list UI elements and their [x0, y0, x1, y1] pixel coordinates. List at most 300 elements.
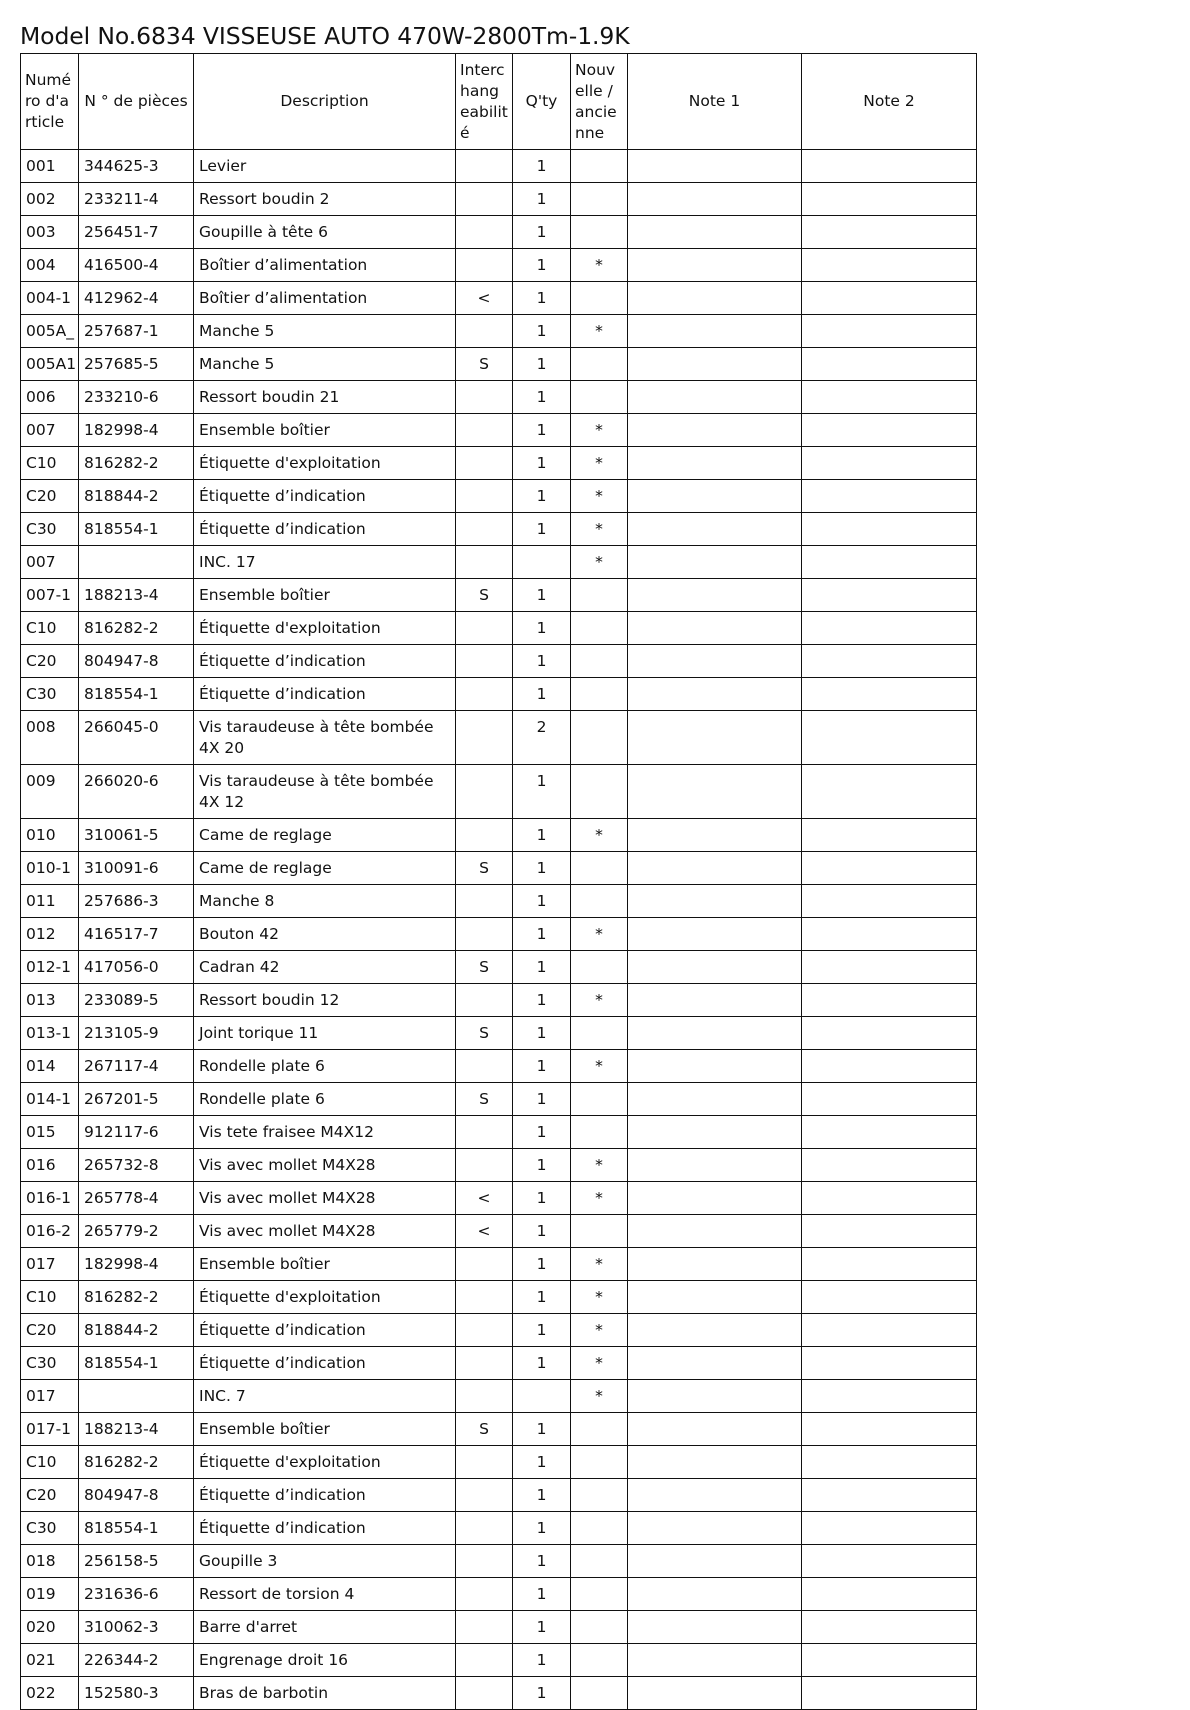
table-row	[21, 885, 977, 918]
interchangeability-cell	[456, 984, 513, 1017]
new-old-cell	[571, 282, 628, 315]
new-old-cell	[571, 1479, 628, 1512]
quantity-cell: 1	[513, 1512, 571, 1545]
note2-cell	[802, 546, 977, 579]
item-number-cell: C30	[21, 678, 79, 711]
table-row	[21, 381, 977, 414]
item-number-cell: 004-1	[21, 282, 79, 315]
new-old-cell	[571, 765, 628, 819]
col-header-description: Description	[194, 54, 456, 150]
interchangeability-cell: S	[456, 951, 513, 984]
item-number-cell: 017	[21, 1380, 79, 1413]
description-cell: Ensemble boîtier	[194, 1413, 456, 1446]
new-old-cell	[571, 1545, 628, 1578]
note2-cell	[802, 1380, 977, 1413]
note1-cell	[628, 1314, 802, 1347]
new-old-cell: *	[571, 513, 628, 546]
new-old-cell	[571, 645, 628, 678]
interchangeability-cell	[456, 1479, 513, 1512]
description-cell: Barre d'arret	[194, 1611, 456, 1644]
table-row	[21, 1149, 977, 1182]
part-number-cell: 182998-4	[79, 414, 194, 447]
part-number-cell: 231636-6	[79, 1578, 194, 1611]
new-old-cell: *	[571, 1248, 628, 1281]
item-number-cell: 007-1	[21, 579, 79, 612]
item-number-cell: 010-1	[21, 852, 79, 885]
note1-cell	[628, 1545, 802, 1578]
description-cell: Étiquette d'exploitation	[194, 447, 456, 480]
note1-cell	[628, 765, 802, 819]
new-old-cell: *	[571, 315, 628, 348]
interchangeability-cell	[456, 1677, 513, 1710]
note1-cell	[628, 612, 802, 645]
item-number-cell: 011	[21, 885, 79, 918]
interchangeability-cell	[456, 1446, 513, 1479]
table-row	[21, 1677, 977, 1710]
interchangeability-cell	[456, 1545, 513, 1578]
description-cell: Bouton 42	[194, 918, 456, 951]
part-number-cell: 182998-4	[79, 1248, 194, 1281]
note2-cell	[802, 1347, 977, 1380]
note2-cell	[802, 765, 977, 819]
quantity-cell: 1	[513, 1545, 571, 1578]
item-number-cell: C20	[21, 645, 79, 678]
new-old-cell: *	[571, 1314, 628, 1347]
part-number-cell: 265778-4	[79, 1182, 194, 1215]
note1-cell	[628, 249, 802, 282]
note1-cell	[628, 579, 802, 612]
part-number-cell: 265732-8	[79, 1149, 194, 1182]
part-number-cell: 152580-3	[79, 1677, 194, 1710]
note1-cell	[628, 645, 802, 678]
part-number-cell: 344625-3	[79, 150, 194, 183]
note1-cell	[628, 480, 802, 513]
note2-cell	[802, 1611, 977, 1644]
quantity-cell: 1	[513, 1182, 571, 1215]
note2-cell	[802, 1413, 977, 1446]
note2-cell	[802, 612, 977, 645]
part-number-cell: 310061-5	[79, 819, 194, 852]
part-number-cell: 257685-5	[79, 348, 194, 381]
description-cell: Rondelle plate 6	[194, 1050, 456, 1083]
note2-cell	[802, 819, 977, 852]
quantity-cell: 1	[513, 1479, 571, 1512]
item-number-cell: 014	[21, 1050, 79, 1083]
quantity-cell: 1	[513, 447, 571, 480]
quantity-cell: 1	[513, 678, 571, 711]
item-number-cell: 010	[21, 819, 79, 852]
part-number-cell: 256451-7	[79, 216, 194, 249]
note1-cell	[628, 150, 802, 183]
quantity-cell: 1	[513, 1347, 571, 1380]
part-number-cell: 188213-4	[79, 1413, 194, 1446]
quantity-cell: 1	[513, 1281, 571, 1314]
item-number-cell: 007	[21, 546, 79, 579]
interchangeability-cell	[456, 447, 513, 480]
description-cell: Vis tete fraisee M4X12	[194, 1116, 456, 1149]
new-old-cell: *	[571, 249, 628, 282]
part-number-cell: 416500-4	[79, 249, 194, 282]
part-number-cell: 818554-1	[79, 1347, 194, 1380]
new-old-cell	[571, 852, 628, 885]
quantity-cell: 1	[513, 1644, 571, 1677]
table-row	[21, 480, 977, 513]
item-number-cell: C20	[21, 480, 79, 513]
item-number-cell: C30	[21, 513, 79, 546]
note1-cell	[628, 1248, 802, 1281]
interchangeability-cell	[456, 480, 513, 513]
interchangeability-cell	[456, 216, 513, 249]
description-cell: INC. 7	[194, 1380, 456, 1413]
interchangeability-cell	[456, 513, 513, 546]
item-number-cell: C10	[21, 1281, 79, 1314]
description-cell: Étiquette d'exploitation	[194, 612, 456, 645]
table-row	[21, 1347, 977, 1380]
part-number-cell: 188213-4	[79, 579, 194, 612]
new-old-cell	[571, 381, 628, 414]
part-number-cell: 816282-2	[79, 612, 194, 645]
new-old-cell	[571, 579, 628, 612]
interchangeability-cell	[456, 885, 513, 918]
note2-cell	[802, 1215, 977, 1248]
interchangeability-cell	[456, 1281, 513, 1314]
note1-cell	[628, 1677, 802, 1710]
part-number-cell	[79, 1380, 194, 1413]
quantity-cell: 1	[513, 1611, 571, 1644]
note1-cell	[628, 678, 802, 711]
col-header-note2: Note 2	[802, 54, 977, 150]
new-old-cell	[571, 1512, 628, 1545]
table-row	[21, 852, 977, 885]
table-row	[21, 150, 977, 183]
note1-cell	[628, 1380, 802, 1413]
table-row	[21, 1017, 977, 1050]
item-number-cell: C10	[21, 612, 79, 645]
col-header-qty: Q'ty	[513, 54, 571, 150]
table-row	[21, 612, 977, 645]
part-number-cell: 818844-2	[79, 480, 194, 513]
col-header-new-old: Nouv elle / ancie nne	[571, 54, 628, 150]
quantity-cell: 1	[513, 1578, 571, 1611]
quantity-cell: 1	[513, 1248, 571, 1281]
table-row	[21, 1578, 977, 1611]
note1-cell	[628, 315, 802, 348]
parts-table	[20, 53, 977, 1710]
part-number-cell: 267117-4	[79, 1050, 194, 1083]
interchangeability-cell	[456, 1611, 513, 1644]
quantity-cell: 1	[513, 315, 571, 348]
new-old-cell	[571, 951, 628, 984]
description-cell: Ressort de torsion 4	[194, 1578, 456, 1611]
part-number-cell: 816282-2	[79, 1446, 194, 1479]
interchangeability-cell: S	[456, 1413, 513, 1446]
note1-cell	[628, 852, 802, 885]
note1-cell	[628, 1215, 802, 1248]
quantity-cell: 1	[513, 150, 571, 183]
item-number-cell: 012-1	[21, 951, 79, 984]
interchangeability-cell: <	[456, 1215, 513, 1248]
note1-cell	[628, 183, 802, 216]
table-row	[21, 1644, 977, 1677]
description-cell: Levier	[194, 150, 456, 183]
new-old-cell: *	[571, 546, 628, 579]
quantity-cell	[513, 1380, 571, 1413]
part-number-cell: 257687-1	[79, 315, 194, 348]
description-cell: Boîtier d’alimentation	[194, 249, 456, 282]
description-cell: Étiquette d’indication	[194, 678, 456, 711]
table-row	[21, 1314, 977, 1347]
description-cell: Ensemble boîtier	[194, 579, 456, 612]
description-cell: Étiquette d’indication	[194, 645, 456, 678]
quantity-cell: 1	[513, 1050, 571, 1083]
note1-cell	[628, 1050, 802, 1083]
note2-cell	[802, 1149, 977, 1182]
note2-cell	[802, 1644, 977, 1677]
description-cell: Ressort boudin 12	[194, 984, 456, 1017]
description-cell: Boîtier d’alimentation	[194, 282, 456, 315]
interchangeability-cell	[456, 1050, 513, 1083]
note1-cell	[628, 1017, 802, 1050]
table-row	[21, 183, 977, 216]
item-number-cell: 004	[21, 249, 79, 282]
note1-cell	[628, 1644, 802, 1677]
new-old-cell	[571, 1215, 628, 1248]
description-cell: Came de reglage	[194, 819, 456, 852]
note1-cell	[628, 1611, 802, 1644]
table-row	[21, 711, 977, 765]
interchangeability-cell	[456, 249, 513, 282]
note1-cell	[628, 711, 802, 765]
quantity-cell: 1	[513, 765, 571, 819]
part-number-cell: 256158-5	[79, 1545, 194, 1578]
item-number-cell: 020	[21, 1611, 79, 1644]
quantity-cell: 1	[513, 513, 571, 546]
part-number-cell: 266045-0	[79, 711, 194, 765]
new-old-cell	[571, 1017, 628, 1050]
interchangeability-cell	[456, 918, 513, 951]
quantity-cell: 1	[513, 1083, 571, 1116]
quantity-cell: 2	[513, 711, 571, 765]
interchangeability-cell: <	[456, 282, 513, 315]
note2-cell	[802, 249, 977, 282]
item-number-cell: C20	[21, 1314, 79, 1347]
item-number-cell: 017-1	[21, 1413, 79, 1446]
quantity-cell: 1	[513, 918, 571, 951]
interchangeability-cell	[456, 1347, 513, 1380]
note1-cell	[628, 951, 802, 984]
description-cell: Étiquette d’indication	[194, 1512, 456, 1545]
description-cell: Ressort boudin 2	[194, 183, 456, 216]
interchangeability-cell: S	[456, 1017, 513, 1050]
table-row	[21, 984, 977, 1017]
note1-cell	[628, 1149, 802, 1182]
quantity-cell: 1	[513, 579, 571, 612]
interchangeability-cell	[456, 645, 513, 678]
note2-cell	[802, 678, 977, 711]
note1-cell	[628, 1083, 802, 1116]
table-row	[21, 315, 977, 348]
note2-cell	[802, 381, 977, 414]
new-old-cell: *	[571, 1050, 628, 1083]
item-number-cell: 003	[21, 216, 79, 249]
note1-cell	[628, 381, 802, 414]
note1-cell	[628, 1479, 802, 1512]
interchangeability-cell: <	[456, 1182, 513, 1215]
quantity-cell: 1	[513, 249, 571, 282]
new-old-cell	[571, 1578, 628, 1611]
note2-cell	[802, 1017, 977, 1050]
interchangeability-cell	[456, 819, 513, 852]
new-old-cell: *	[571, 480, 628, 513]
quantity-cell: 1	[513, 1413, 571, 1446]
description-cell: Manche 5	[194, 348, 456, 381]
item-number-cell: 014-1	[21, 1083, 79, 1116]
interchangeability-cell	[456, 678, 513, 711]
note2-cell	[802, 1446, 977, 1479]
table-row	[21, 1215, 977, 1248]
note1-cell	[628, 1182, 802, 1215]
note2-cell	[802, 480, 977, 513]
table-row	[21, 1083, 977, 1116]
part-number-cell: 267201-5	[79, 1083, 194, 1116]
note1-cell	[628, 348, 802, 381]
interchangeability-cell	[456, 1314, 513, 1347]
table-row	[21, 918, 977, 951]
table-row	[21, 1545, 977, 1578]
table-row	[21, 414, 977, 447]
table-row	[21, 1479, 977, 1512]
note2-cell	[802, 414, 977, 447]
part-number-cell: 818554-1	[79, 513, 194, 546]
quantity-cell: 1	[513, 414, 571, 447]
description-cell: Joint torique 11	[194, 1017, 456, 1050]
item-number-cell: C10	[21, 1446, 79, 1479]
item-number-cell: 015	[21, 1116, 79, 1149]
page-title: Model No.6834 VISSEUSE AUTO 470W-2800Tm-1.9K	[20, 22, 630, 50]
interchangeability-cell	[456, 1248, 513, 1281]
parts-table-body	[21, 150, 977, 1710]
part-number-cell: 912117-6	[79, 1116, 194, 1149]
new-old-cell	[571, 711, 628, 765]
new-old-cell: *	[571, 447, 628, 480]
item-number-cell: 021	[21, 1644, 79, 1677]
quantity-cell	[513, 546, 571, 579]
interchangeability-cell	[456, 1380, 513, 1413]
note1-cell	[628, 1347, 802, 1380]
part-number-cell: 412962-4	[79, 282, 194, 315]
quantity-cell: 1	[513, 183, 571, 216]
part-number-cell: 265779-2	[79, 1215, 194, 1248]
quantity-cell: 1	[513, 852, 571, 885]
new-old-cell: *	[571, 918, 628, 951]
description-cell: Étiquette d’indication	[194, 513, 456, 546]
new-old-cell: *	[571, 1347, 628, 1380]
new-old-cell: *	[571, 819, 628, 852]
description-cell: Bras de barbotin	[194, 1677, 456, 1710]
description-cell: Ressort boudin 21	[194, 381, 456, 414]
quantity-cell: 1	[513, 480, 571, 513]
quantity-cell: 1	[513, 1149, 571, 1182]
note1-cell	[628, 984, 802, 1017]
quantity-cell: 1	[513, 216, 571, 249]
note2-cell	[802, 711, 977, 765]
quantity-cell: 1	[513, 1314, 571, 1347]
quantity-cell: 1	[513, 1446, 571, 1479]
note2-cell	[802, 1116, 977, 1149]
part-number-cell: 226344-2	[79, 1644, 194, 1677]
part-number-cell: 310062-3	[79, 1611, 194, 1644]
new-old-cell: *	[571, 1182, 628, 1215]
item-number-cell: 002	[21, 183, 79, 216]
note2-cell	[802, 1281, 977, 1314]
item-number-cell: 005A1	[21, 348, 79, 381]
description-cell: Étiquette d’indication	[194, 480, 456, 513]
new-old-cell: *	[571, 1281, 628, 1314]
new-old-cell	[571, 1116, 628, 1149]
quantity-cell: 1	[513, 348, 571, 381]
table-row	[21, 546, 977, 579]
interchangeability-cell	[456, 711, 513, 765]
note2-cell	[802, 1578, 977, 1611]
note1-cell	[628, 1512, 802, 1545]
note1-cell	[628, 546, 802, 579]
note2-cell	[802, 216, 977, 249]
part-number-cell: 804947-8	[79, 645, 194, 678]
part-number-cell: 816282-2	[79, 447, 194, 480]
part-number-cell: 818554-1	[79, 1512, 194, 1545]
new-old-cell: *	[571, 1380, 628, 1413]
table-row	[21, 678, 977, 711]
description-cell: Vis avec mollet M4X28	[194, 1215, 456, 1248]
quantity-cell: 1	[513, 1215, 571, 1248]
interchangeability-cell	[456, 765, 513, 819]
note2-cell	[802, 183, 977, 216]
table-row	[21, 1512, 977, 1545]
item-number-cell: 016-1	[21, 1182, 79, 1215]
interchangeability-cell	[456, 1149, 513, 1182]
item-number-cell: 018	[21, 1545, 79, 1578]
table-row	[21, 447, 977, 480]
note2-cell	[802, 579, 977, 612]
table-row	[21, 765, 977, 819]
interchangeability-cell	[456, 150, 513, 183]
item-number-cell: 019	[21, 1578, 79, 1611]
item-number-cell: C10	[21, 447, 79, 480]
part-number-cell: 417056-0	[79, 951, 194, 984]
description-cell: Cadran 42	[194, 951, 456, 984]
interchangeability-cell	[456, 183, 513, 216]
description-cell: Rondelle plate 6	[194, 1083, 456, 1116]
interchangeability-cell	[456, 1512, 513, 1545]
note1-cell	[628, 414, 802, 447]
part-number-cell: 233211-4	[79, 183, 194, 216]
item-number-cell: C30	[21, 1347, 79, 1380]
description-cell: Étiquette d’indication	[194, 1479, 456, 1512]
new-old-cell	[571, 1413, 628, 1446]
description-cell: Goupille 3	[194, 1545, 456, 1578]
note2-cell	[802, 1677, 977, 1710]
note2-cell	[802, 885, 977, 918]
quantity-cell: 1	[513, 612, 571, 645]
interchangeability-cell	[456, 546, 513, 579]
description-cell: Étiquette d’indication	[194, 1314, 456, 1347]
note1-cell	[628, 513, 802, 546]
item-number-cell: 013-1	[21, 1017, 79, 1050]
col-header-note1: Note 1	[628, 54, 802, 150]
note2-cell	[802, 348, 977, 381]
item-number-cell: 005A_	[21, 315, 79, 348]
new-old-cell	[571, 348, 628, 381]
